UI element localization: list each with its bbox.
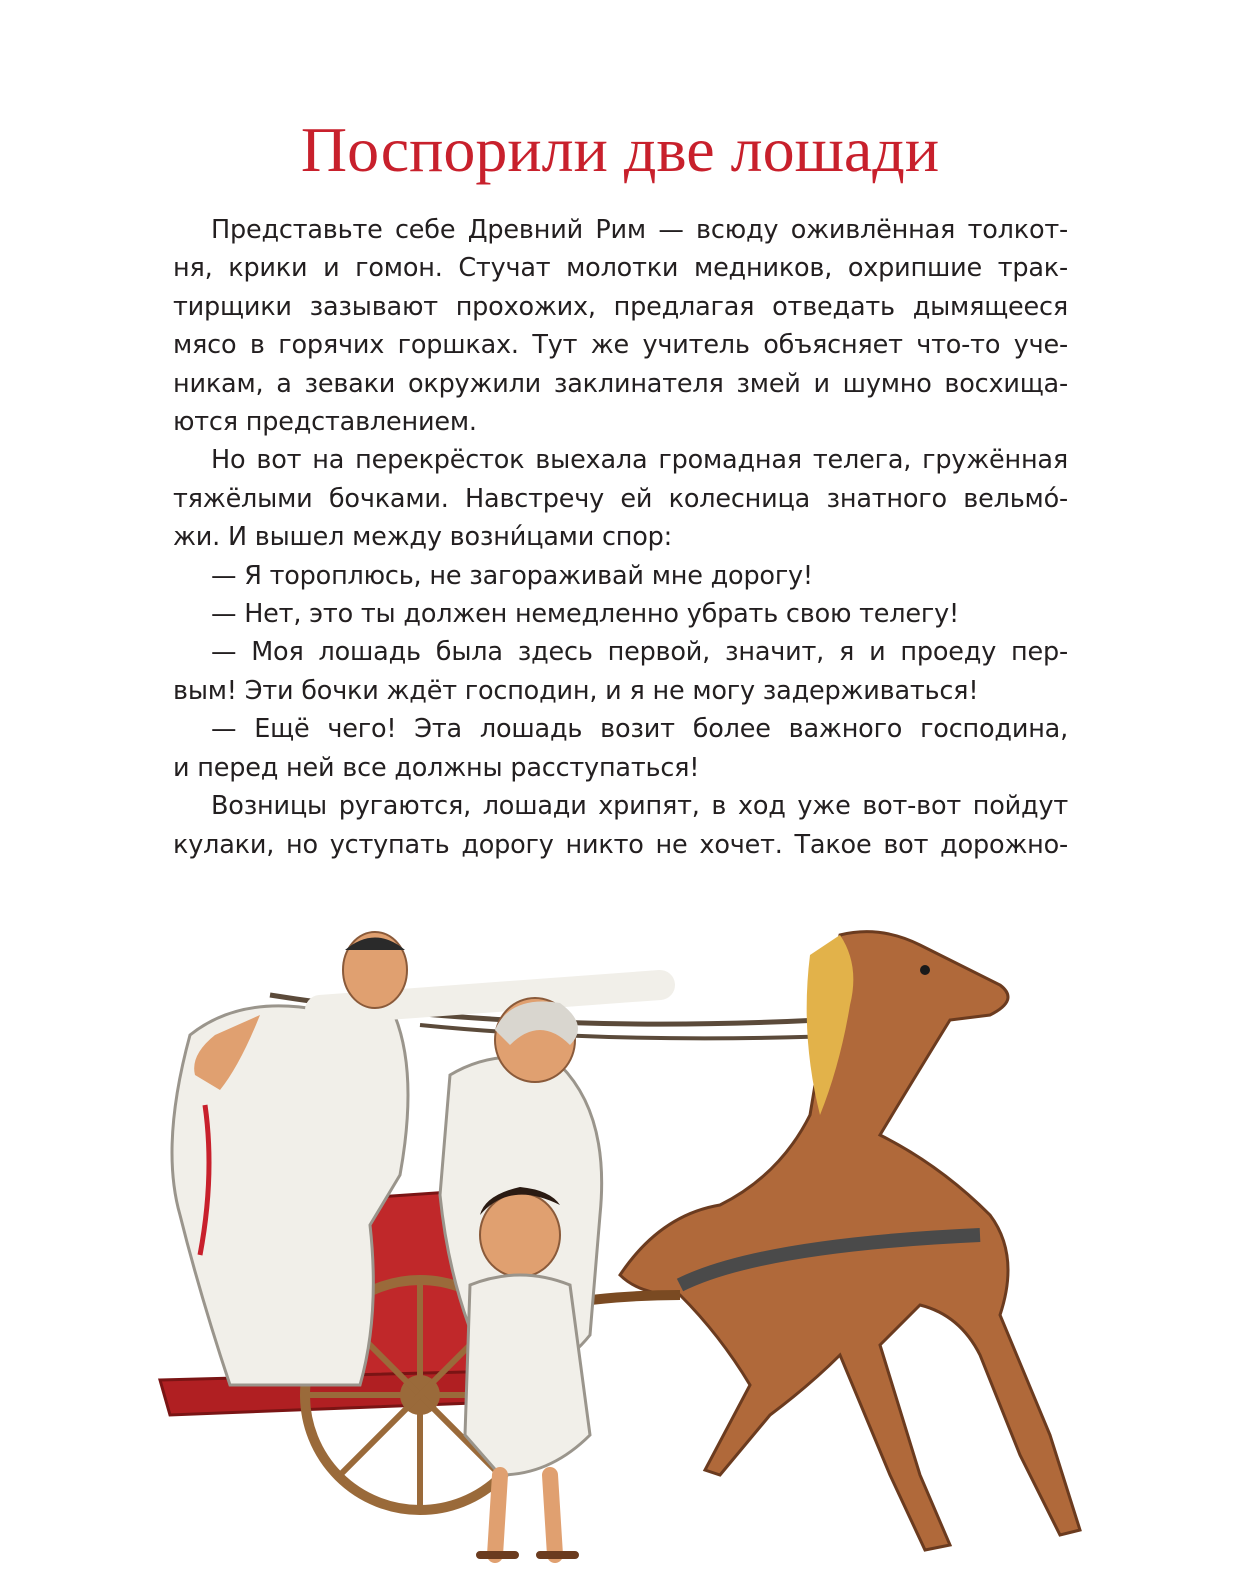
dialogue-line: — Нет, это ты должен немедленно убрать свою телегу! xyxy=(211,599,959,630)
text-line: ются представлением. xyxy=(173,407,477,438)
text-line: жи. И вышел между возни́цами спор: xyxy=(173,522,673,553)
dialogue-line: — Ещё чего! Эта лошадь возит более важного господина, xyxy=(211,714,1068,745)
dialogue-line: — Я тороплюсь, не загораживай мне дорогу! xyxy=(211,560,813,591)
text-line: никам, а зеваки окружили заклинателя змей и шумно восхища- xyxy=(173,368,1068,399)
text-line: тирщики зазывают прохожих, предлагая отведать дымящееся xyxy=(173,291,1068,322)
text-line: ня, крики и гомон. Стучат молотки медников, охрипшие трак- xyxy=(173,253,1068,284)
story-text xyxy=(173,211,1068,864)
page-title: Поспорили две лошади xyxy=(300,114,940,185)
dialogue-line: и перед ней все должны расступаться! xyxy=(173,752,700,783)
text-line: Но вот на перекрёсток выехала громадная телега, гружённая xyxy=(211,445,1068,476)
reins xyxy=(420,1025,860,1038)
text-line: Представьте себе Древний Рим — всюду оживлённая толкот- xyxy=(211,215,1068,245)
chariot-illustration xyxy=(120,915,1180,1575)
text-line: кулаки, но уступать дорогу никто не хочет. Такое вот дорожно- xyxy=(173,829,1068,860)
text-line: Возницы ругаются, лошади хрипят, в ход уже вот-вот пойдут xyxy=(211,791,1068,822)
dialogue-line: вым! Эти бочки ждёт господин, и я не могу задерживаться! xyxy=(173,675,979,706)
text-line: мясо в горячих горшках. Тут же учитель объясняет что-то уче- xyxy=(173,330,1068,361)
dialogue-line: — Моя лошадь была здесь первой, значит, я и проеду пер- xyxy=(211,637,1068,668)
text-line: тяжёлыми бочками. Навстречу ей колесница знатного вельмо́- xyxy=(173,483,1068,514)
